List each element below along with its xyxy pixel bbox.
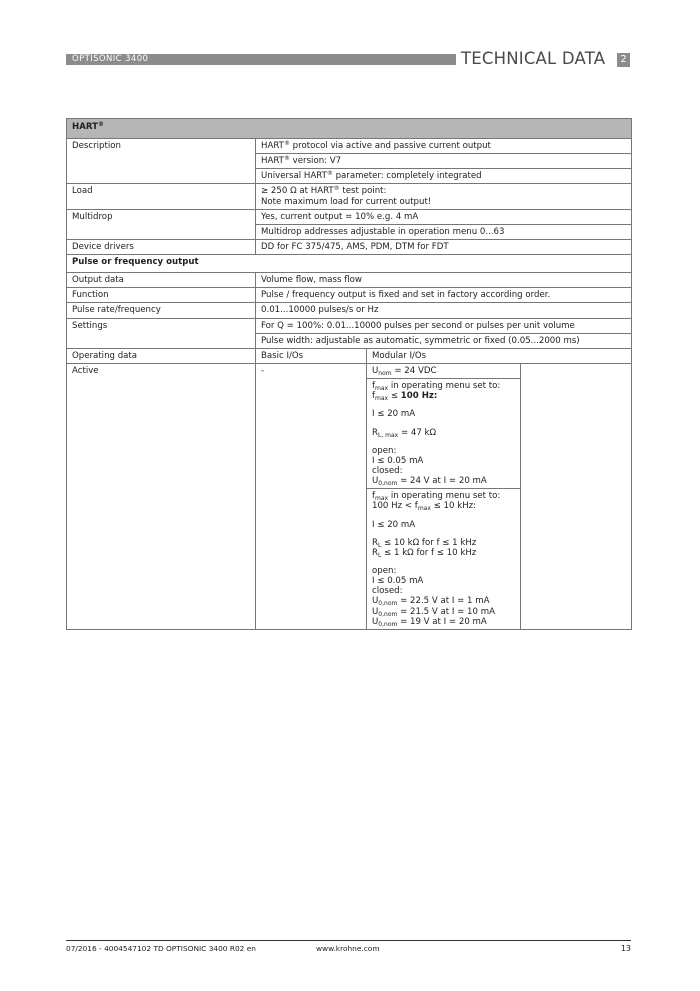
product-name: OPTISONIC 3400 [72,54,149,64]
description-label: Description [67,139,256,184]
device-drivers-label: Device drivers [67,239,256,254]
active-unom: $U_{nom} = 24$ VDC [367,363,521,378]
section-title: TECHNICAL DATA [461,49,606,68]
chapter-badge: 2 [617,53,630,67]
hart-section-header [67,119,632,139]
settings-label: Settings [67,318,256,348]
spec-table [66,118,632,630]
active-empty-cell [521,363,632,629]
table-row [67,239,632,254]
description-value-2: HART® version: V7 [256,154,632,169]
pulse-section-title: Pulse or frequency output [67,255,632,273]
footer-doc-ref: 07/2016 - 4004547102 TD OPTISONIC 3400 R02 en [66,944,256,953]
output-data-value: Volume flow, mass flow [256,273,632,288]
table-row [67,348,632,363]
page-number: 13 [620,944,631,953]
active-block-10khz: $f_{max}$ in operating menu set to: 100 $Hz < f_{max} \le 10$ kHz: I ≤ 20 mA $R_L \le 10$ kΩ for f ≤ 1 kHz $R_L \le 1$ kΩ for f ≤ 10 kHz open: I ≤ 0.05 mA closed: $U_{0,nom} = 22.5$ V at I = 1 mA $U_{0,nom} = 21.5$ V at I = 10 mA $U_{0,nom} = 19$ V at I = 20 mA [367,489,521,630]
pulse-rate-value: 0.01...10000 pulses/s or Hz [256,303,632,318]
table-row [67,209,632,224]
description-value-3: Universal HART® parameter: completely integrated [256,169,632,184]
footer-rule [66,940,631,941]
table-row [67,318,632,333]
settings-value-1: For Q = 100%: 0.01...10000 pulses per second or pulses per unit volume [256,318,632,333]
device-drivers-value: DD for FC 375/475, AMS, PDM, DTM for FDT [256,239,632,254]
multidrop-value-1: Yes, current output = 10% e.g. 4 mA [256,209,632,224]
basic-ios-header: Basic I/Os [256,348,367,363]
table-row [67,273,632,288]
active-block-100hz: $f_{max}$ in operating menu set to: $f_{max} \le 100$ Hz: I ≤ 20 mA $R_{L, max} = 47$ kΩ open: I ≤ 0.05 mA closed: $U_{0,nom} = 24$ V at I = 20 mA [367,379,521,489]
table-row [67,288,632,303]
multidrop-label: Multidrop [67,209,256,239]
load-value: ≥ 250 Ω at HART® test point: Note maximum load for current output! [256,184,632,209]
settings-value-2: Pulse width: adjustable as automatic, symmetric or fixed (0.05...2000 ms) [256,333,632,348]
table-row [67,303,632,318]
output-data-label: Output data [67,273,256,288]
load-label: Load [67,184,256,209]
operating-data-label: Operating data [67,348,256,363]
function-value: Pulse / frequency output is fixed and set in factory according order. [256,288,632,303]
description-value-1: HART® protocol via active and passive current output [256,139,632,154]
table-row [67,363,632,378]
active-label: Active [67,363,256,629]
footer-website: www.krohne.com [316,944,380,953]
table-row [67,139,632,154]
modular-ios-header: Modular I/Os [367,348,632,363]
multidrop-value-2: Multidrop addresses adjustable in operation menu 0...63 [256,224,632,239]
hart-section-title: HART® [67,119,632,139]
active-basic-value: - [256,363,367,629]
function-label: Function [67,288,256,303]
pulse-rate-label: Pulse rate/frequency [67,303,256,318]
pulse-section-header [67,255,632,273]
table-row [67,184,632,209]
